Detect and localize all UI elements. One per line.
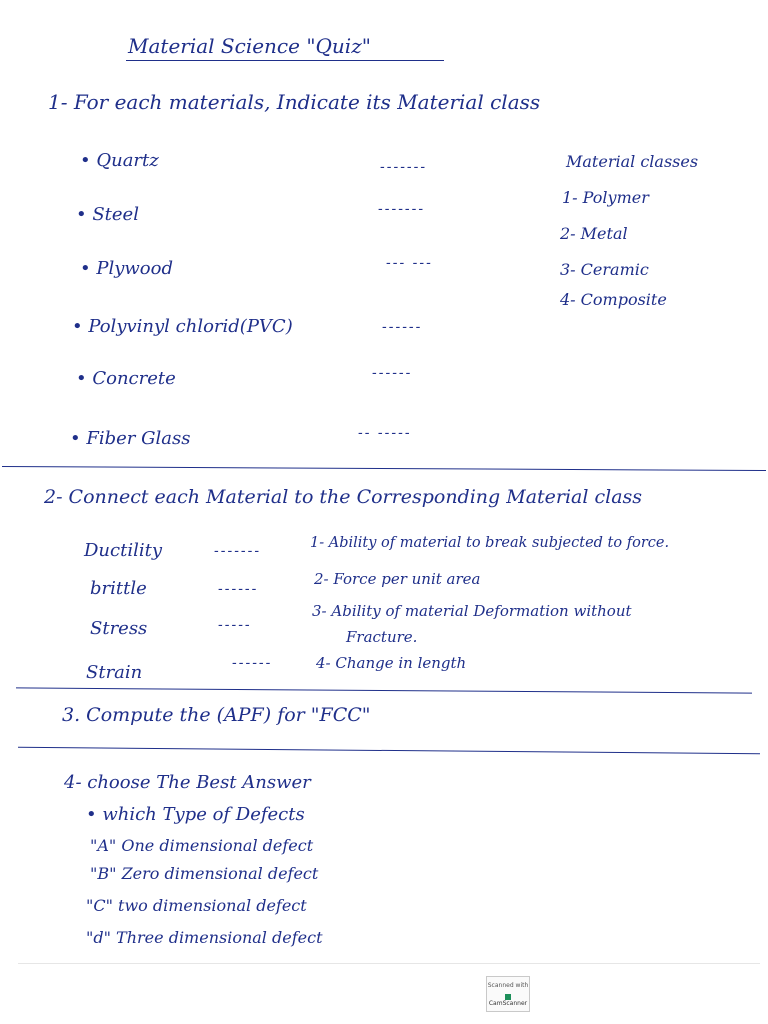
- page-title: Material Science "Quiz": [128, 34, 371, 58]
- q4-option-b: "B" Zero dimensional defect: [90, 864, 319, 883]
- q2-term-ductility: Ductility: [84, 540, 163, 561]
- q4-subquestion: • which Type of Defects: [86, 804, 305, 825]
- section-divider: [2, 466, 766, 471]
- q2-blank-brittle: ------: [218, 581, 259, 597]
- q4-option-a: "A" One dimensional defect: [90, 836, 314, 855]
- q1-blank-fiber-glass: -- -----: [358, 425, 412, 441]
- q1-blank-quartz: -------: [380, 159, 428, 175]
- q4-option-d: "d" Three dimensional defect: [86, 928, 323, 947]
- q2-term-brittle: brittle: [90, 578, 147, 599]
- q2-definition-4: 4- Change in length: [316, 654, 467, 672]
- q1-blank-pvc: ------: [382, 319, 423, 335]
- q2-term-strain: Strain: [86, 662, 143, 683]
- material-class-3: 3- Ceramic: [560, 260, 649, 279]
- q1-item-plywood: • Plywood: [80, 258, 173, 279]
- q1-blank-plywood: --- ---: [386, 255, 433, 271]
- q2-definition-1: 1- Ability of material to break subjected to force.: [310, 535, 670, 551]
- q1-item-steel: • Steel: [76, 204, 139, 225]
- q4-option-c: "C" two dimensional defect: [86, 896, 307, 915]
- scanner-line-1: Scanned with: [487, 982, 529, 989]
- q1-item-fiber-glass: • Fiber Glass: [70, 428, 191, 449]
- q1-item-concrete: • Concrete: [76, 368, 176, 389]
- q2-definition-3: 3- Ability of material Deformation without: [312, 602, 632, 620]
- q2-definition-3-cont: Fracture.: [346, 628, 418, 646]
- q3-question: 3. Compute the (APF) for "FCC": [62, 704, 371, 726]
- q4-question: 4- choose The Best Answer: [64, 772, 311, 793]
- material-class-1: 1- Polymer: [562, 188, 649, 207]
- q2-blank-ductility: -------: [214, 543, 262, 559]
- title-underline: [126, 60, 444, 61]
- section-divider: [18, 747, 760, 754]
- q2-term-stress: Stress: [90, 618, 148, 639]
- q1-item-quartz: • Quartz: [80, 150, 159, 171]
- q2-question: 2- Connect each Material to the Corresponding Material class: [44, 486, 643, 508]
- scanner-brand: CamScanner: [488, 1000, 528, 1007]
- q2-blank-stress: -----: [218, 617, 252, 633]
- page-bottom-edge: [18, 963, 760, 964]
- q1-item-pvc: • Polyvinyl chlorid(PVC): [72, 316, 293, 337]
- section-divider: [16, 687, 752, 693]
- camscanner-badge: [486, 976, 530, 1012]
- camscanner-logo-icon: [505, 994, 511, 1000]
- material-class-4: 4- Composite: [560, 290, 667, 309]
- q2-definition-2: 2- Force per unit area: [314, 570, 481, 588]
- scanner-line-2: [487, 993, 529, 1007]
- material-classes-heading: Material classes: [566, 152, 699, 171]
- q1-question: 1- For each materials, Indicate its Material class: [48, 90, 541, 114]
- q1-blank-steel: -------: [378, 201, 426, 217]
- q1-blank-concrete: ------: [372, 365, 413, 381]
- material-class-2: 2- Metal: [560, 224, 628, 243]
- q2-blank-strain: ------: [232, 655, 273, 671]
